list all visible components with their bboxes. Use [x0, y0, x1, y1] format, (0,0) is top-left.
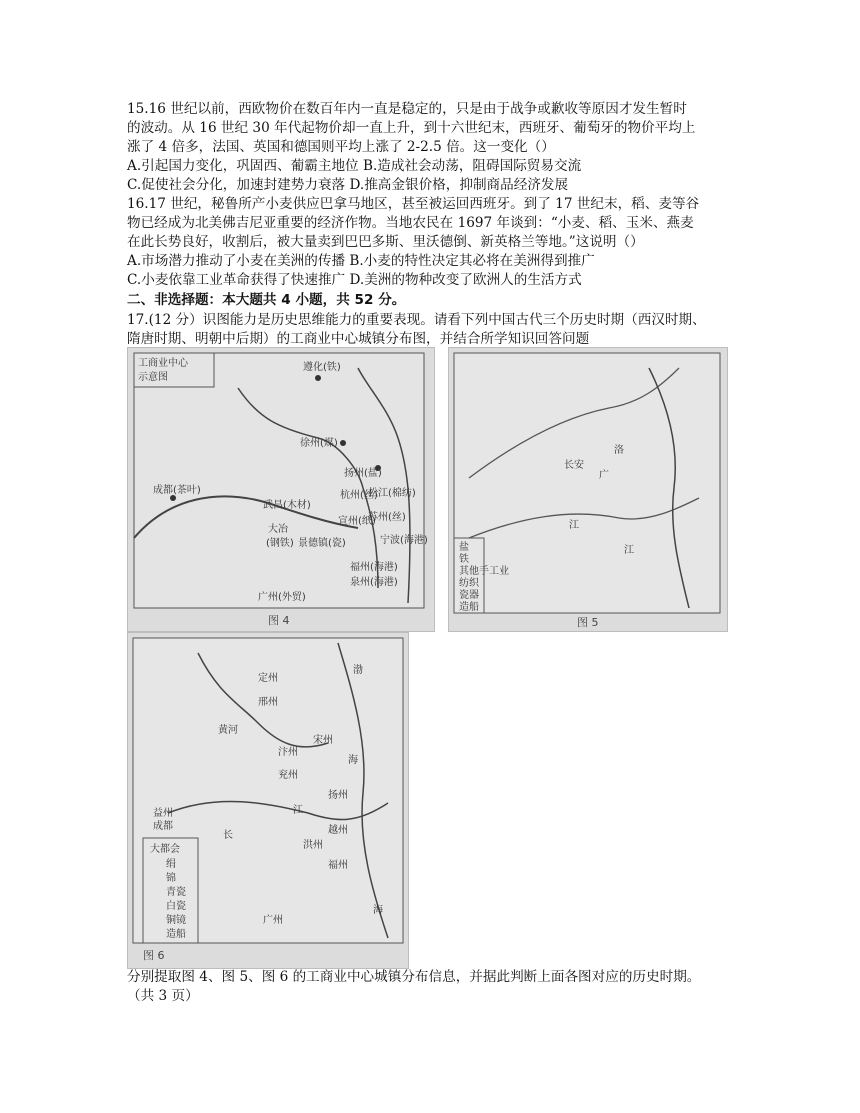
fig5-label-guang: 广 [599, 470, 609, 481]
fig5-legend-5: 造船 [459, 602, 479, 613]
q16-options-ab: A.市场潜力推动了小麦在美洲的传播 B.小麦的特性决定其必将在美洲得到推广 [127, 253, 595, 269]
fig4-label-zunhua: 遵化(铁) [303, 362, 341, 373]
fig6-label-chang: 长 [223, 830, 233, 841]
fig5-legend-2: 其他手工业 [459, 566, 509, 577]
fig6-label-guangzhou: 广州 [263, 915, 283, 926]
fig6-legend-title: 大都会 [150, 844, 180, 855]
fig4-label-suzhou: 苏州(丝) [368, 512, 406, 523]
q15-stem-line-3: 涨了 4 倍多，法国、英国和德国则平均上涨了 2-2.5 倍。这一变化（） [127, 139, 555, 155]
fig4-caption: 图 4 [268, 614, 290, 627]
fig5-label-jiang-1: 江 [569, 520, 579, 531]
q16-options-cd: C.小麦依靠工业革命获得了快速推广 D.美洲的物种改变了欧洲人的生活方式 [127, 272, 582, 288]
q15-options-cd: C.促使社会分化，加速封建势力衰落 D.推高金银价格，抑制商品经济发展 [127, 177, 569, 193]
fig4-label-songjiang: 松江(棉纺) [368, 488, 416, 499]
fig4-label-daye: 大冶 [268, 524, 288, 535]
fig5-legend-1: 铁 [459, 554, 469, 565]
fig6-label-xingzhou: 邢州 [258, 697, 278, 708]
fig6-label-yizhou: 益州 [153, 808, 173, 819]
fig4-label-yangzhou: 扬州(盐) [344, 468, 382, 479]
fig4-label-hangzhou-silk: 杭州(丝) [340, 490, 378, 501]
fig4-label-quanzhou: 泉州(海港) [350, 577, 398, 588]
fig5-legend-3: 纺织 [459, 578, 479, 589]
fig6-label-jiang: 江 [293, 805, 303, 816]
fig6-legend-4: 铜镜 [166, 915, 186, 926]
fig4-legend-title-2: 示意图 [138, 372, 168, 383]
fig5-legend-4: 瓷器 [459, 590, 479, 601]
figure-4-map [127, 347, 435, 632]
q15-stem-line-1: 15.16 世纪以前，西欧物价在数百年内一直是稳定的，只是由于战争或歉收等原因才发生暂时 [127, 101, 687, 117]
fig4-label-jingdezhen: 景德镇(瓷) [298, 538, 346, 549]
figure-5-map [448, 347, 728, 632]
fig6-label-dingzhou: 定州 [258, 673, 278, 684]
section2-heading: 二、非选择题：本大题共 4 小题，共 52 分。 [127, 292, 406, 308]
q17-intro-line-1: 17.(12 分）识图能力是历史思维能力的重要表现。请看下列中国古代三个历史时期（西汉时期、 [127, 312, 706, 328]
fig4-label-ningbo: 宁波(海港) [380, 535, 428, 546]
fig5-label-jiang-2: 江 [624, 545, 634, 556]
fig4-label-xuanzhou: 宣州(纸) [338, 516, 376, 527]
fig6-legend-5: 造船 [166, 929, 186, 940]
fig4-legend-title: 工商业中心 [138, 358, 188, 369]
fig4-label-guangzhou: 广州(外贸) [258, 592, 306, 603]
q16-stem-line-1: 16.17 世纪，秘鲁所产小麦供应巴拿马地区，甚至被运回西班牙。到了 17 世纪末，稻、麦等谷 [127, 196, 700, 212]
fig6-label-hai-2: 海 [348, 755, 358, 766]
fig6-label-fuzhou: 福州 [328, 860, 348, 871]
fig4-label-xuzhou: 徐州(煤) [300, 438, 338, 449]
q17-task-line-1: 分别提取图 4、图 5、图 6 的工商业中心城镇分布信息，并据此判断上面各图对应的历史时期。 [127, 969, 701, 985]
fig6-label-songzhou: 宋州 [313, 735, 333, 746]
fig6-label-yellow-river: 黄河 [218, 725, 238, 736]
fig4-label-daye-steel: (钢铁) [266, 538, 294, 549]
q16-stem-line-3: 在此长势良好，收割后，被大量卖到巴巴多斯、里沃德倒、新英格兰等地。”这说明（） [127, 234, 644, 250]
q16-stem-line-2: 物已经成为北美佛吉尼亚重要的经济作物。当地农民在 1697 年谈到：“小麦、稻、玉米、燕麦 [127, 215, 694, 231]
fig5-caption: 图 5 [577, 616, 599, 629]
q15-options-ab: A.引起国力变化，巩固西、葡霸主地位 B.造成社会动荡，阻碍国际贸易交流 [127, 158, 582, 174]
fig6-label-hongzhou: 洪州 [303, 840, 323, 851]
fig4-label-fuzhou: 福州(海港) [350, 562, 398, 573]
fig5-label-changan: 长安 [564, 460, 584, 471]
fig6-legend-3: 白瓷 [166, 901, 186, 912]
fig4-label-wuchang: 武昌(木材) [263, 500, 311, 511]
q15-stem-line-2: 的波动。从 16 世纪 30 年代起物价却一直上升，到十六世纪末，西班牙、葡萄牙的物价平均上 [127, 120, 696, 136]
fig6-legend-2: 青瓷 [166, 887, 186, 898]
fig6-label-bianzhou: 汴州 [278, 747, 298, 758]
q17-task-line-2: （共 3 页） [127, 988, 199, 1004]
fig6-label-bo: 渤 [353, 665, 363, 676]
fig5-label-luo: 洛 [614, 445, 624, 456]
fig6-label-yangzhou: 扬州 [328, 790, 348, 801]
fig5-legend-0: 盐 [459, 542, 469, 553]
fig6-legend-1: 锦 [166, 873, 176, 884]
fig6-legend-0: 绢 [166, 859, 176, 870]
fig6-label-yuezhou: 越州 [328, 825, 348, 836]
figure-6-map [127, 632, 409, 969]
fig6-label-chengdu: 成都 [153, 821, 173, 832]
fig6-caption: 图 6 [143, 949, 165, 962]
fig6-label-yanzhou: 兖州 [278, 770, 298, 781]
fig4-label-chengdu: 成都(茶叶) [153, 485, 201, 496]
fig6-label-hai-1: 海 [373, 905, 383, 916]
q17-intro-line-2: 隋唐时期、明朝中后期）的工商业中心城镇分布图，并结合所学知识回答问题 [127, 331, 590, 347]
